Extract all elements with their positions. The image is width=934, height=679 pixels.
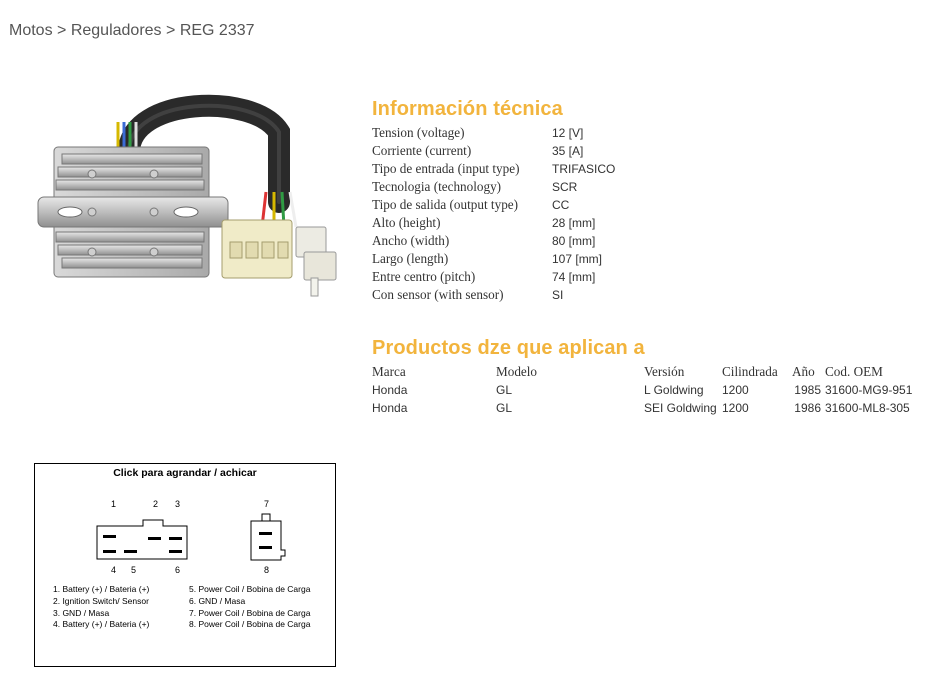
table-row bbox=[372, 381, 915, 399]
spec-label: Tipo de salida (output type) bbox=[372, 197, 519, 212]
spec-label: Ancho (width) bbox=[372, 233, 450, 248]
cell-ano: 1985 bbox=[794, 383, 821, 397]
cell-oem: 31600-ML8-305 bbox=[825, 401, 910, 415]
legend-item: 8. Power Coil / Bobina de Carga bbox=[189, 619, 311, 630]
tech-spec-table bbox=[372, 124, 615, 304]
wiring-diagram[interactable] bbox=[34, 463, 336, 667]
spec-value: SI bbox=[552, 288, 564, 302]
table-row bbox=[372, 232, 615, 250]
legend-item: 6. GND / Masa bbox=[189, 595, 246, 606]
spec-value: CC bbox=[552, 198, 570, 212]
cell-version: SEI Goldwing bbox=[644, 401, 717, 415]
tech-info-title: Información técnica bbox=[372, 98, 563, 120]
spec-value: 28 [mm] bbox=[552, 216, 596, 230]
pin-label: 1 bbox=[111, 499, 117, 509]
breadcrumb-current: REG 2337 bbox=[179, 22, 255, 39]
table-row bbox=[372, 399, 915, 417]
spec-label: Con sensor (with sensor) bbox=[372, 287, 504, 302]
spec-label: Largo (length) bbox=[372, 251, 449, 266]
spec-label: Corriente (current) bbox=[372, 143, 472, 158]
table-row bbox=[372, 268, 615, 286]
product-image bbox=[34, 92, 338, 304]
table-row bbox=[372, 142, 615, 160]
spec-label: Alto (height) bbox=[372, 215, 441, 230]
spec-value: SCR bbox=[552, 180, 578, 194]
breadcrumb-separator: > bbox=[166, 22, 176, 39]
cell-cilindrada: 1200 bbox=[722, 401, 749, 415]
spec-label: Tipo de entrada (input type) bbox=[372, 161, 520, 176]
spec-label: Entre centro (pitch) bbox=[372, 269, 476, 284]
connector-b bbox=[251, 514, 285, 560]
legend-item: 1. Battery (+) / Bateria (+) bbox=[53, 584, 150, 594]
spec-label: Tecnologia (technology) bbox=[372, 179, 502, 194]
legend-item: 2. Ignition Switch/ Sensor bbox=[53, 595, 149, 606]
spec-label: Tension (voltage) bbox=[372, 125, 465, 140]
table-row bbox=[372, 286, 615, 304]
pin-legend-left bbox=[53, 584, 149, 631]
column-header-modelo: Modelo bbox=[496, 364, 538, 379]
legend-item: 7. Power Coil / Bobina de Carga bbox=[189, 607, 311, 618]
diagram-zoom-toggle[interactable]: Click para agrandar / achicar bbox=[113, 467, 257, 479]
connector-drawing bbox=[35, 484, 335, 599]
cell-modelo: GL bbox=[496, 401, 513, 415]
pin-label: 4 bbox=[111, 565, 117, 575]
breadcrumb-item-motos[interactable]: Motos bbox=[9, 22, 53, 39]
column-header-marca: Marca bbox=[372, 364, 406, 379]
column-header-oem: Cod. OEM bbox=[825, 364, 883, 379]
pin-label: 3 bbox=[175, 499, 181, 509]
spec-value: 74 [mm] bbox=[552, 270, 596, 284]
legend-item: 5. Power Coil / Bobina de Carga bbox=[189, 584, 311, 594]
table-row bbox=[372, 214, 615, 232]
applications-title: Productos dze que aplican a bbox=[372, 337, 645, 359]
table-row bbox=[372, 160, 615, 178]
pin-label: 7 bbox=[264, 499, 270, 509]
table-row bbox=[372, 178, 615, 196]
cell-marca: Honda bbox=[372, 383, 408, 397]
cell-cilindrada: 1200 bbox=[722, 383, 749, 397]
cell-modelo: GL bbox=[496, 383, 513, 397]
pin-legend-right bbox=[189, 584, 310, 631]
cell-marca: Honda bbox=[372, 401, 408, 415]
cell-ano: 1986 bbox=[794, 401, 821, 415]
connector-b-pins bbox=[259, 532, 272, 549]
table-row bbox=[372, 250, 615, 268]
applications-table bbox=[372, 363, 915, 417]
pin-label: 2 bbox=[153, 499, 159, 509]
table-row bbox=[372, 124, 615, 142]
legend-item: 3. GND / Masa bbox=[53, 607, 110, 618]
pin-label: 8 bbox=[264, 565, 270, 575]
spec-value: 107 [mm] bbox=[552, 252, 603, 266]
breadcrumb bbox=[9, 22, 255, 40]
breadcrumb-item-reguladores[interactable]: Reguladores bbox=[70, 22, 162, 39]
table-header-row bbox=[372, 363, 915, 381]
column-header-cilindrada: Cilindrada bbox=[722, 364, 778, 379]
cell-version: L Goldwing bbox=[644, 383, 704, 397]
pin-label: 6 bbox=[175, 565, 181, 575]
spec-value: TRIFASICO bbox=[552, 162, 616, 176]
spec-value: 12 [V] bbox=[552, 126, 584, 140]
breadcrumb-separator: > bbox=[57, 22, 67, 39]
column-header-version: Versión bbox=[644, 364, 685, 379]
table-row bbox=[372, 196, 615, 214]
spec-value: 80 [mm] bbox=[552, 234, 596, 248]
pin-label: 5 bbox=[131, 565, 137, 575]
column-header-ano: Año bbox=[792, 364, 815, 379]
connector-a-pins bbox=[103, 535, 182, 553]
spec-value: 35 [A] bbox=[552, 144, 584, 158]
cell-oem: 31600-MG9-951 bbox=[825, 383, 913, 397]
legend-item: 4. Battery (+) / Bateria (+) bbox=[53, 619, 150, 630]
